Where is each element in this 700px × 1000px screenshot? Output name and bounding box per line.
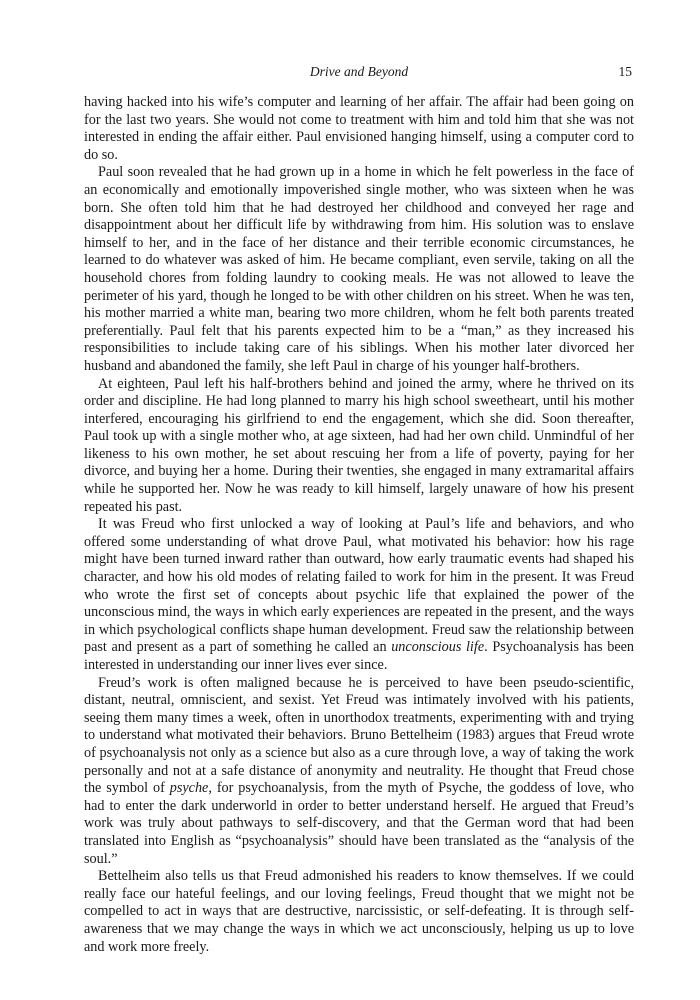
paragraph-text: At eighteen, Paul left his half-brothers behind and joined the army, where he thrived on its order and discipline. He had long planned to marry his high school sweetheart, until his mother interfered, encouraging his girlfriend to end the engagement, which she did. Soon thereafter, Paul took up with a single mother who, at age sixteen, had had her own child. Unmindful of her likeness to his own mother, he set about rescuing her from a life of poverty, paying for her divorce, and buying her a home. During their twenties, she engaged in many extramarital affairs while he supported her. Now he was ready to kill himself, largely unaware of how his present repeated his past. <box>84 375 634 515</box>
paragraph-text: It was Freud who first unlocked a way of looking at Paul’s life and behaviors, and who offered some understanding of what drove Paul, what motivated his behavior: how his rage might have been turned inward rather than outward, how early traumatic events had shaped his character, and how his old modes of relating failed to work for him in the present. It was Freud who wrote the first set of concepts about psychic life that explained the power of the unconscious mind, the ways in which early experiences are repeated in the present, and the ways in which psychological conflicts shape human development. Freud saw the relationship between past and present as a part of something he called an <box>84 516 634 656</box>
body-paragraph <box>84 516 634 674</box>
body-paragraph <box>84 164 634 375</box>
paragraph-text: Bettelheim also tells us that Freud admonished his readers to know themselves. If we could really face our hateful feelings, and our loving feelings, Freud thought that we might not be compelled to act in ways that are destructive, narcissistic, or self-defeating. It is through self-awareness that we may change the ways in which we act unconsciously, helping us up to love and work more freely. <box>84 868 634 955</box>
paragraph-text: Freud’s work is often maligned because he is perceived to have been pseudo-scientific, distant, neutral, omniscient, and sexist. Yet Freud was intimately involved with his patients, seeing them many times a week, often in unorthodox treatments, experimenting with and trying to understand what motivated their behaviors. Bruno Bettelheim (1983) argues that Freud wrote of psychoanalysis not only as a science but also as a cure through love, a way of taking the work personally and not at a safe distance of anonymity and neutrality. He thought that Freud chose the symbol of <box>84 674 634 797</box>
paragraph-text: , for psychoanalysis, from the myth of Psyche, the goddess of love, who had to enter the dark underworld in order to better understand herself. He argued that Freud’s work was truly about pathways to self-discovery, and that the German word that had been translated into English as “psychoanalysis” should have been translated as the “analysis of the soul.” <box>84 780 634 867</box>
body-paragraph <box>84 376 634 517</box>
running-head <box>84 62 634 84</box>
paragraph-text: Paul soon revealed that he had grown up in a home in which he felt powerless in the face of an economically and emotionally impoverished single mother, who was sixteen when he was born. She often told him that he had destroyed her childhood and conveyed her rage and disappointment about her difficult life by withdrawing from him. His solution was to enslave himself to her, and in the face of her distance and their terrible economic circumstances, he learned to do whatever was asked of him. He became compliant, even servile, taking on all the household chores from folding laundry to cooking meals. He was not allowed to leave the perimeter of his yard, though he longed to be with other children on his street. When he was ten, his mother married a white man, bearing two more children, whom he felt both parents treated preferentially. Paul felt that his parents expected him to be a “man,” as they increased his responsibilities to include taking care of his siblings. When his mother later divorced her husband and abandoned the family, she left Paul in charge of his younger half-brothers. <box>84 164 634 374</box>
body-paragraph <box>84 675 634 869</box>
italic-term: unconscious life <box>391 639 485 656</box>
italic-term: psyche <box>169 780 209 797</box>
body-paragraph <box>84 868 634 956</box>
paragraph-text: . Psychoanalysis has been interested in understanding our inner lives ever since. <box>84 639 635 673</box>
body-text <box>84 94 634 956</box>
body-paragraph <box>84 94 634 164</box>
running-title: Drive and Beyond <box>309 64 409 79</box>
page-number: 15 <box>618 64 632 79</box>
paragraph-text: having hacked into his wife’s computer and learning of her affair. The affair had been going on for the last two years. She would not come to treatment with him and told him that she was not interested in ending the affair either. Paul envisioned hanging himself, using a computer cord to do so. <box>84 94 634 163</box>
book-page <box>84 62 634 956</box>
